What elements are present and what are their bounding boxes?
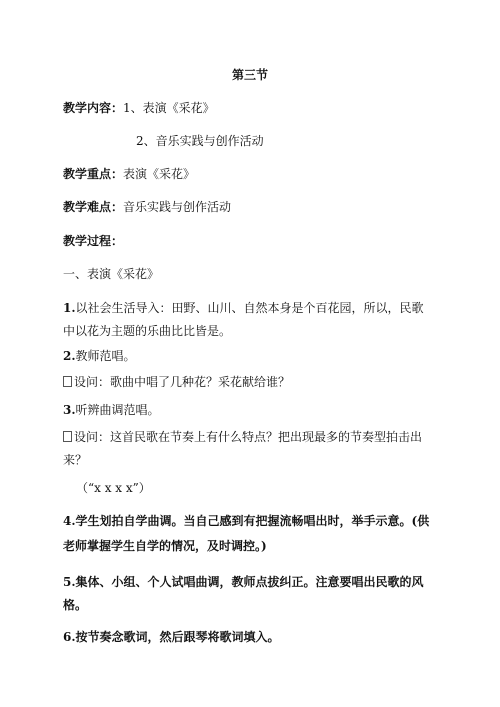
teaching-content-row: [63, 101, 215, 115]
step3-text: 听辨曲调范唱。: [75, 403, 160, 417]
question2-text-line1: 设问：这首民歌在节奏上有什么特点？把出现最多的节奏型拍击出: [74, 430, 423, 444]
rhythm-pattern-text: （“x x x x”）: [76, 481, 151, 495]
step3-number: 3.: [63, 403, 76, 417]
teaching-process-label: 教学过程：: [63, 234, 124, 248]
teaching-content-item-2: 2、音乐实践与创作活动: [136, 134, 264, 148]
checkbox-icon: [63, 431, 72, 442]
step5-text-line1: 集体、小组、个人试唱曲调，教师点拔纠正。注意要唱出民歌的风: [75, 575, 424, 589]
step4-text-line1: 学生划拍自学曲调。当自己感到有把握流畅唱出时，举手示意。(供: [75, 514, 430, 528]
step1-number: 1.: [63, 301, 76, 315]
part1-heading: 一、表演《采花》: [63, 267, 160, 281]
teaching-difficulty-row: [63, 200, 231, 214]
step5-number: 5.: [63, 575, 76, 589]
teaching-focus-row: [63, 167, 195, 181]
step1-text-line1: 以社会生活导入：田野、山川、自然本身是个百花园，所以，民歌: [75, 301, 424, 315]
teaching-content-label: 教学内容：: [63, 101, 124, 115]
question1-text: 设问：歌曲中唱了几种花？采花献给谁？: [74, 375, 291, 389]
step4-number: 4.: [63, 514, 76, 528]
teaching-difficulty-text: 音乐实践与创作活动: [123, 200, 232, 214]
teaching-focus-text: 表演《采花》: [123, 167, 196, 181]
step3-line: [63, 403, 160, 417]
teaching-focus-label: 教学重点：: [63, 167, 124, 181]
question2-line1: [63, 430, 422, 444]
question2-text-line2: 来？: [63, 453, 88, 467]
teaching-difficulty-label: 教学难点：: [63, 200, 124, 214]
step1-text-line2: 中以花为主题的乐曲比比皆是。: [63, 324, 232, 338]
step4-text-line2: 老师掌握学生自学的情况，及时调控。): [63, 539, 267, 553]
step6-line: [63, 630, 280, 644]
step5-line1: [63, 575, 424, 589]
checkbox-icon: [63, 376, 72, 387]
step2-number: 2.: [63, 349, 76, 363]
section-title: 第三节: [232, 68, 269, 82]
step4-line1: [63, 514, 429, 528]
step1-line1: [63, 301, 424, 315]
step2-line: [63, 349, 136, 363]
teaching-content-item-1: 1、表演《采花》: [123, 101, 215, 115]
step2-text: 教师范唱。: [75, 349, 136, 363]
step6-number: 6.: [63, 630, 76, 644]
rhythm-pattern: [76, 481, 151, 495]
question1-line: [63, 375, 290, 389]
step6-text: 按节奏念歌词，然后跟琴将歌词填入。: [75, 630, 280, 644]
step5-text-line2: 格。: [63, 598, 88, 612]
